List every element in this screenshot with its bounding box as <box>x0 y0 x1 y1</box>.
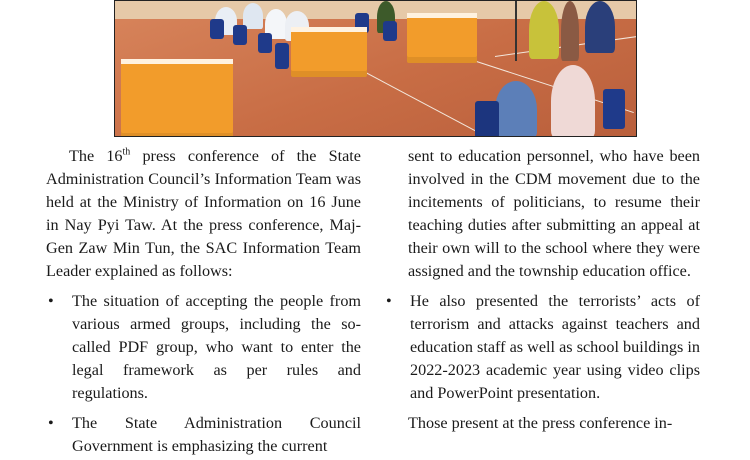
intro-text-rest: press conference of the State Administration Council’s Information Team was held at the Ministry of Information on 16 June in Nay Pyi Taw. At the press conference, Maj-Gen Zaw Min Tun, the SAC Information Team Leader explained as follows: <box>46 147 361 280</box>
bullet-text: The situation of accepting the people from various armed groups, including the so-called PDF group, who want to enter the legal framework as per rules and regulations. <box>72 292 361 402</box>
bullet-text: The State Administration Council Government is emphasizing the current <box>72 414 361 455</box>
intro-text-start: The 16 <box>69 147 123 165</box>
chair <box>383 21 397 41</box>
bullet-icon: • <box>48 292 54 310</box>
chair <box>475 101 499 137</box>
chair <box>275 43 289 69</box>
right-bullet-list <box>384 290 700 405</box>
bullet-icon: • <box>386 292 392 310</box>
continued-paragraph: sent to education personnel, who have been involved in the CDM movement due to the incitements of politicians, to resume their teaching duties after submitting an appeal at their own will to the school where they were assigned and the township education office. <box>408 147 700 280</box>
bullet-icon: • <box>48 414 54 432</box>
left-column <box>46 145 361 458</box>
list-item <box>384 290 700 405</box>
seated-journalist <box>551 65 595 137</box>
bullet-text: He also presented the terrorists’ acts of terrorism and attacks against teachers and education staff as well as school buildings in 2022-2023 academic year using video clips and PowerPoint presentation. <box>410 292 700 402</box>
standing-person <box>529 1 559 59</box>
ordinal-suffix: th <box>122 146 131 158</box>
intro-paragraph <box>46 145 361 283</box>
chair <box>603 89 625 129</box>
chair <box>258 33 272 53</box>
tripod <box>515 1 517 61</box>
table-left <box>121 59 233 137</box>
trailing-paragraph: Those present at the press conference in- <box>408 414 673 432</box>
photo-wall <box>115 1 636 19</box>
list-item <box>46 412 361 458</box>
seated-journalist <box>495 81 537 137</box>
table-center <box>291 27 367 77</box>
standing-person <box>561 1 579 61</box>
chair <box>210 19 224 39</box>
right-column <box>384 145 700 435</box>
list-item <box>46 290 361 405</box>
press-conference-photo <box>114 0 637 137</box>
table-right <box>407 13 477 63</box>
left-bullet-list <box>46 290 361 458</box>
chair <box>233 25 247 45</box>
standing-person <box>585 1 615 53</box>
